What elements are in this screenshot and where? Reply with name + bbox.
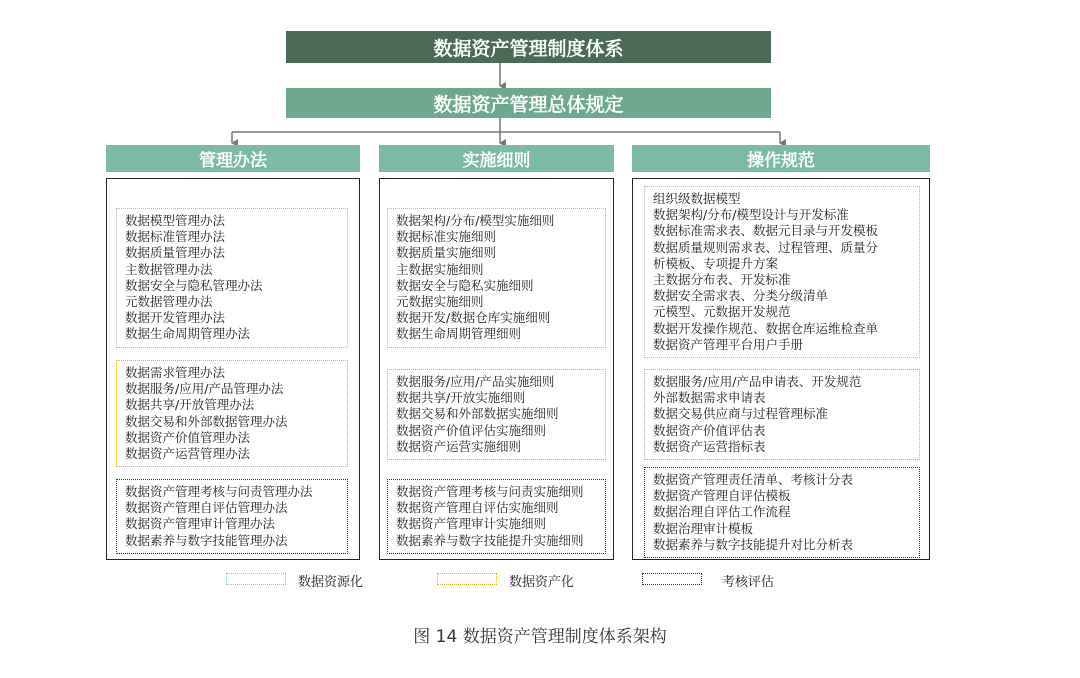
legend-swatch-asset: [437, 573, 497, 585]
legend-label-asset: 数据资产化: [509, 575, 575, 590]
legend-swatch-assessment: [642, 573, 702, 585]
list-item: 数据标准实施细则: [396, 229, 497, 245]
column-header-implementation: [379, 145, 614, 172]
list-item: 数据质量规则需求表、过程管理、质量分: [653, 239, 879, 255]
list-item: 数据治理审计模板: [653, 520, 754, 536]
legend-swatch-resource: [226, 573, 286, 585]
group-resource-management: [116, 208, 348, 348]
legend-label-resource: 数据资源化: [298, 575, 364, 590]
group-asset-management: [116, 360, 348, 467]
list-item: 数据资产管理责任清单、考核计分表: [653, 472, 854, 487]
list-item: 数据服务/应用/产品实施细则: [396, 374, 555, 389]
list-item: 数据需求管理办法: [125, 365, 226, 380]
legend-label-assessment: 考核评估: [722, 575, 775, 590]
list-item: 数据标准管理办法: [125, 229, 226, 245]
list-item: 数据资产管理自评估管理办法: [125, 500, 288, 516]
group-asset-operation: [644, 369, 920, 460]
list-item: 数据素养与数字技能提升对比分析表: [653, 536, 854, 552]
list-item: 数据交易和外部数据管理办法: [125, 413, 288, 429]
column-header-management: [106, 145, 360, 172]
list-item: 数据架构/分布/模型设计与开发标准: [653, 207, 849, 223]
list-item: 数据治理自评估工作流程: [653, 504, 791, 520]
list-item: 数据架构/分布/模型实施细则: [396, 213, 555, 228]
list-item: 数据服务/应用/产品管理办法: [125, 381, 284, 397]
list-item: 元数据管理办法: [125, 294, 213, 310]
list-item: 数据资产运营指标表: [653, 438, 766, 454]
list-item: 数据共享/开放管理办法: [125, 397, 255, 413]
column-header-label: 管理办法: [199, 151, 267, 171]
group-assessment-operation: [644, 467, 920, 558]
list-item: 数据生命周期管理办法: [125, 326, 251, 342]
list-item: 元数据实施细则: [396, 294, 484, 310]
list-item: 外部数据需求申请表: [653, 390, 766, 406]
list-item: 数据资产管理自评估模板: [653, 488, 791, 504]
list-item: 数据资产价值评估表: [653, 422, 766, 438]
mid-title: 数据资产管理总体规定: [433, 93, 624, 116]
list-item: 数据资产管理考核与问责实施细则: [396, 484, 584, 499]
list-item: 数据资产价值管理办法: [125, 429, 251, 445]
list-item: 数据开发操作规范、数据仓库运维检查单: [653, 320, 879, 336]
list-item: 主数据实施细则: [396, 261, 484, 277]
list-item: 数据交易供应商与过程管理标准: [653, 406, 829, 422]
list-item: 数据模型管理办法: [125, 213, 226, 228]
list-item: 数据安全与隐私管理办法: [125, 277, 263, 293]
list-item: 数据素养与数字技能提升实施细则: [396, 532, 584, 548]
group-resource-implementation: [387, 208, 606, 348]
list-item: 数据资产价值评估实施细则: [396, 422, 547, 438]
list-item: 数据开发管理办法: [125, 310, 226, 326]
list-item: 数据资产运营管理办法: [125, 446, 251, 462]
list-item: 数据资产管理自评估实施细则: [396, 500, 559, 516]
group-resource-operation: [644, 186, 920, 358]
list-item: 数据资产管理考核与问责管理办法: [125, 484, 313, 499]
list-item: 数据安全与隐私实施细则: [396, 277, 534, 293]
column-header-label: 操作规范: [747, 151, 815, 171]
list-item: 主数据分布表、开发标准: [653, 272, 791, 288]
group-assessment-management: [116, 479, 348, 554]
list-item: 数据服务/应用/产品申请表、开发规范: [653, 374, 862, 389]
list-item: 主数据管理办法: [125, 261, 213, 277]
group-asset-implementation: [387, 369, 606, 460]
list-item: 数据标准需求表、数据元目录与开发模板: [653, 223, 879, 239]
list-item: 数据质量管理办法: [125, 245, 226, 261]
group-assessment-implementation: [387, 479, 606, 554]
list-item: 数据安全需求表、分类分级清单: [653, 288, 829, 304]
top-title-box: [286, 31, 771, 63]
list-item: 数据生命周期管理细则: [396, 326, 522, 342]
list-item: 数据资产管理审计管理办法: [125, 516, 276, 532]
top-title: 数据资产管理制度体系: [433, 37, 624, 60]
list-item: 数据资产管理平台用户手册: [653, 336, 804, 352]
list-item: 数据质量实施细则: [396, 245, 497, 261]
figure-caption: 图 14 数据资产管理制度体系架构: [413, 627, 667, 647]
column-header-label: 实施细则: [462, 151, 531, 171]
list-item: 数据开发/数据仓库实施细则: [396, 310, 551, 326]
list-item: 数据素养与数字技能管理办法: [125, 532, 288, 548]
list-item: 析模板、专项提升方案: [653, 255, 779, 271]
list-item: 数据资产管理审计实施细则: [396, 516, 547, 532]
list-item: 元模型、元数据开发规范: [653, 304, 791, 320]
list-item: 数据交易和外部数据实施细则: [396, 406, 559, 422]
list-item: 数据资产运营实施细则: [396, 438, 522, 454]
mid-title-box: [286, 88, 771, 118]
list-item: 组织级数据模型: [653, 191, 741, 206]
list-item: 数据共享/开放实施细则: [396, 390, 526, 406]
column-header-operation: [632, 145, 930, 172]
